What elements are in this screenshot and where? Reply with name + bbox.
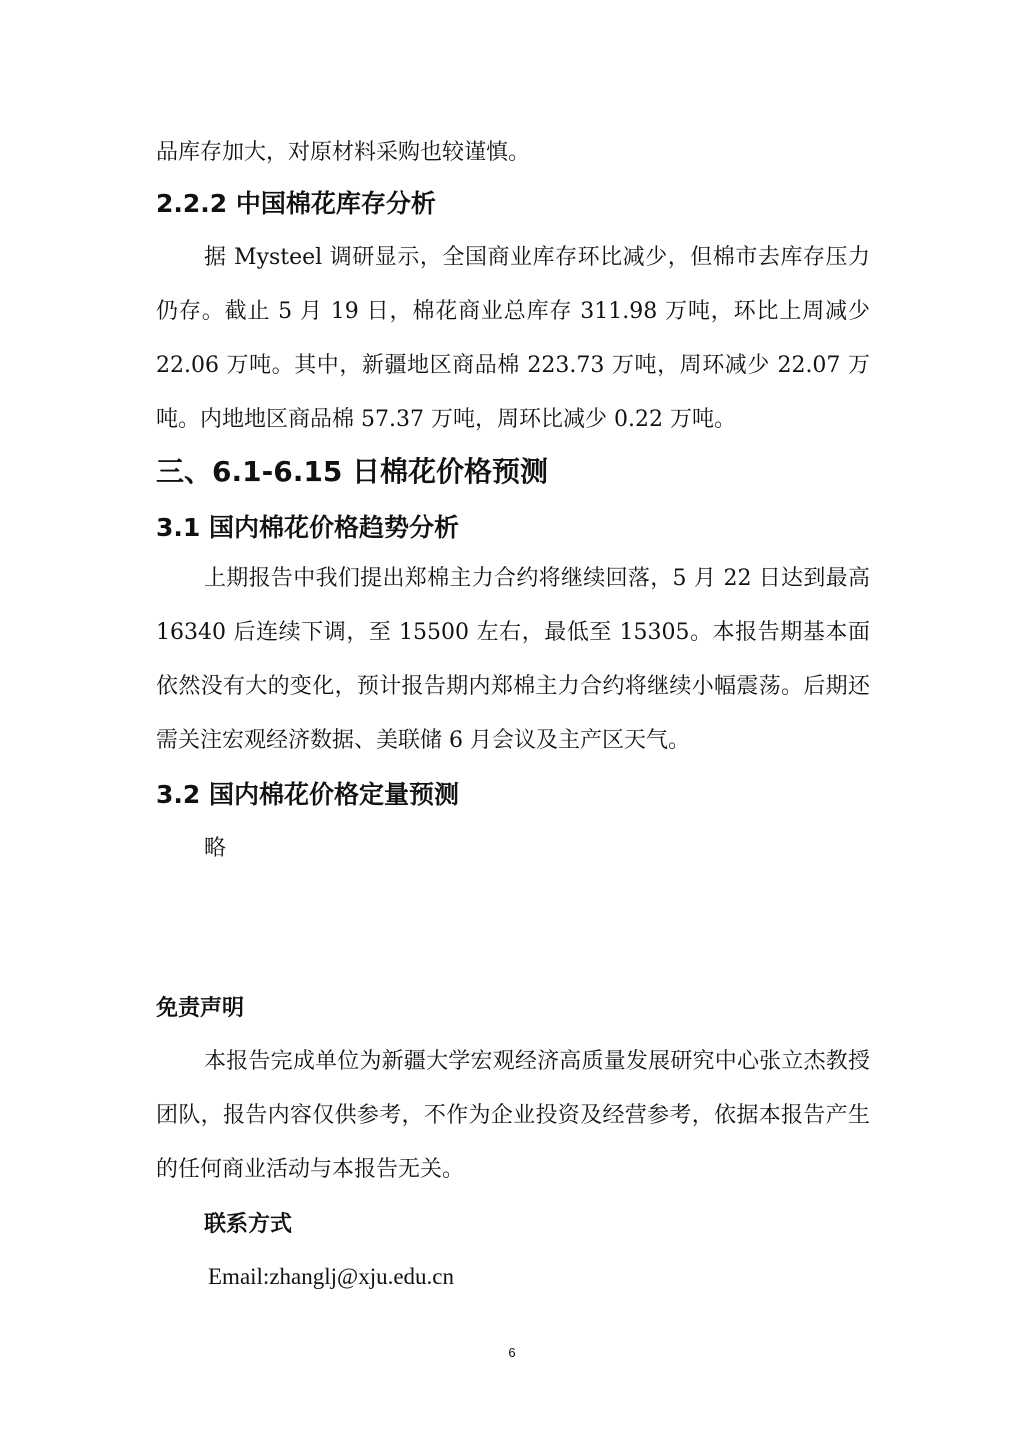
section-body-2-2-2: 据 Mysteel 调研显示，全国商业库存环比减少，但棉市去库存压力仍存。截止 5 月 19 日，棉花商业总库存 311.98 万吨，环比上周减少 22.06 万吨。其中，新疆地区商品棉 223.73 万吨，周环减少 22.07 万吨。内地地区商品棉 57.37 万吨，周环比减少 0.22 万吨。 <box>156 245 870 432</box>
contact-email: Email:zhanglj@xju.edu.cn <box>208 1264 455 1289</box>
disclaimer-heading: 免责声明 <box>156 996 245 1021</box>
section-body-3-1: 上期报告中我们提出郑棉主力合约将继续回落，5 月 22 日达到最高 16340 后连续下调，至 15500 左右，最低至 15305。本报告期基本面依然没有大的变化，预计报告期内郑棉主力合约将继续小幅震荡。后期还需关注宏观经济数据、美联储 6 月会议及主产区天气。 <box>156 566 870 753</box>
page-number: 6 <box>508 1345 516 1360</box>
section-heading-3: 三、6.1-6.15 日棉花价格预测 <box>156 455 549 488</box>
disclaimer-body: 本报告完成单位为新疆大学宏观经济高质量发展研究中心张立杰教授团队，报告内容仅供参考，不作为企业投资及经营参考，依据本报告产生的任何商业活动与本报告无关。 <box>156 1049 870 1182</box>
continuation-paragraph: 品库存加大，对原材料采购也较谨慎。 <box>156 140 531 165</box>
section-heading-3-1: 3.1 国内棉花价格趋势分析 <box>156 513 459 542</box>
section-heading-2-2-2: 2.2.2 中国棉花库存分析 <box>156 189 436 218</box>
section-heading-3-2: 3.2 国内棉花价格定量预测 <box>156 780 459 809</box>
contact-heading: 联系方式 <box>204 1212 293 1237</box>
section-body-3-2: 略 <box>204 836 227 861</box>
